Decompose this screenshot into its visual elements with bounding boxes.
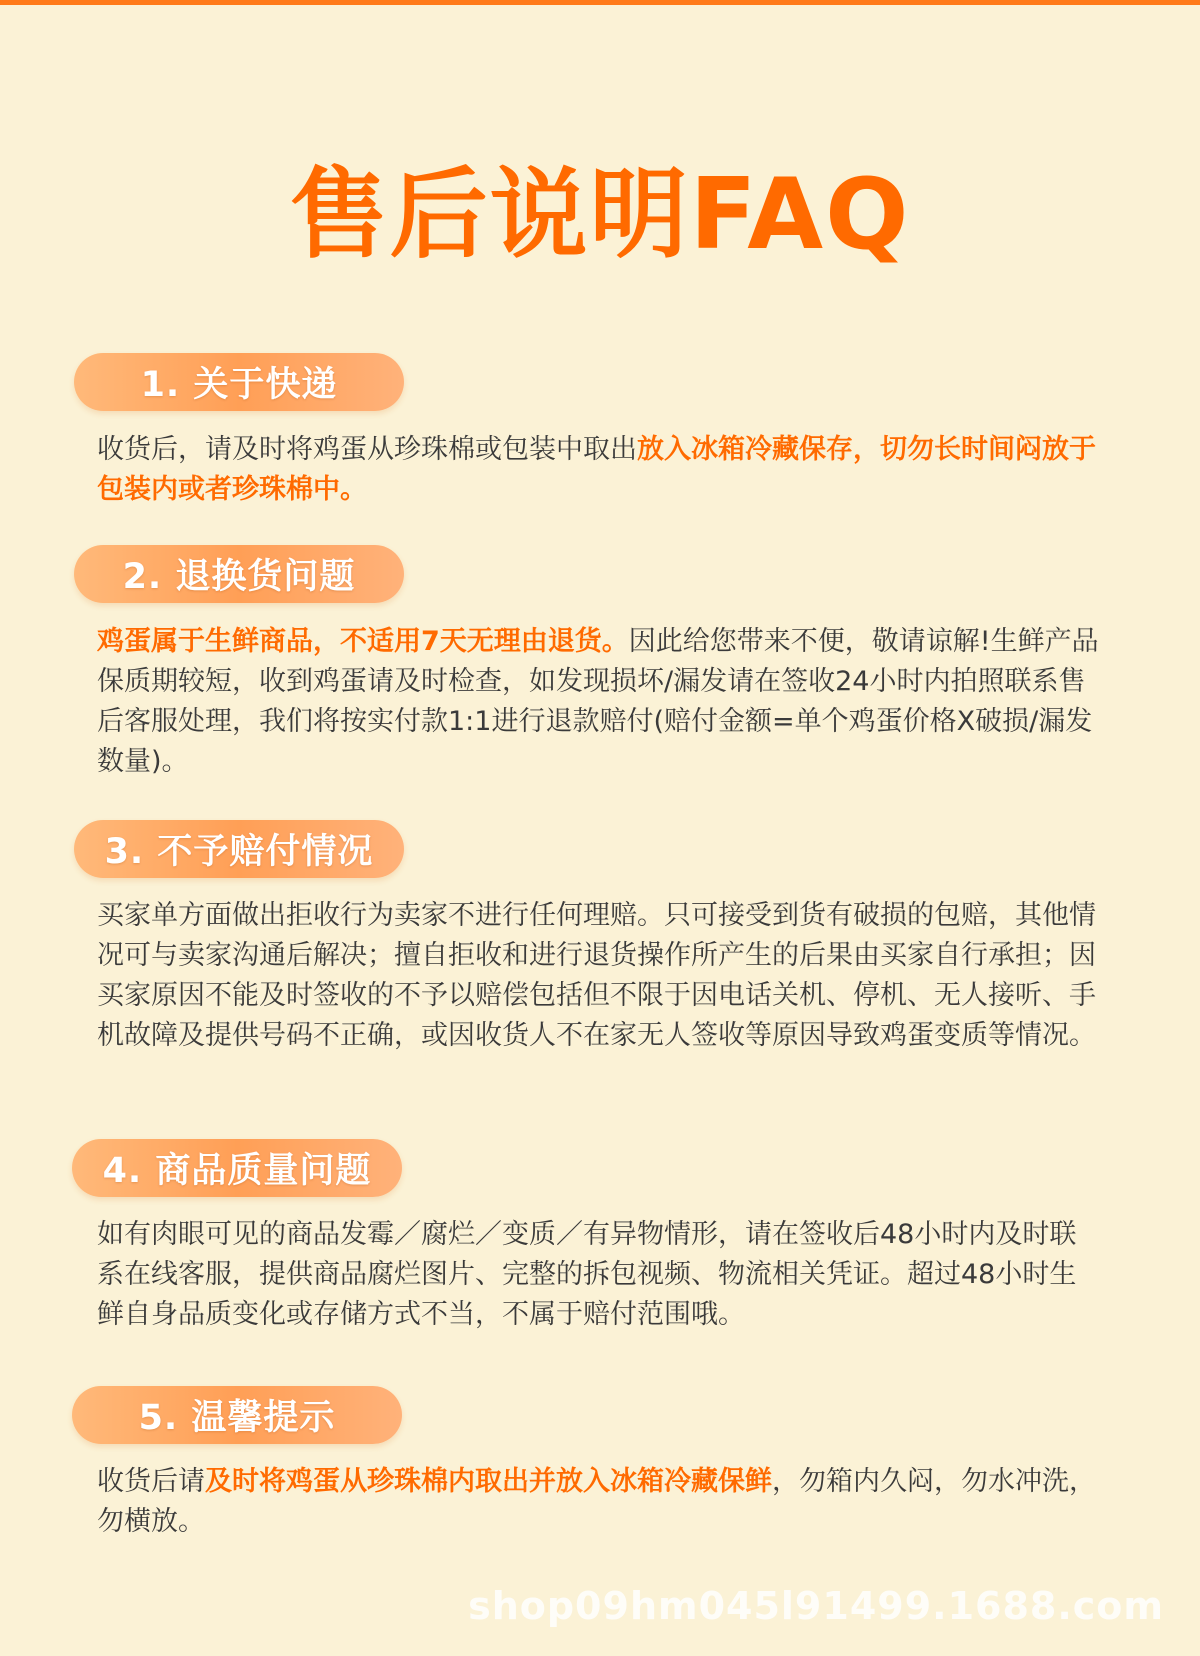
body-text: 收货后请 [97,1466,205,1497]
section-heading-label: 5. 温馨提示 [138,1398,336,1438]
shop-watermark: shop09hm045l91499.1688.com [468,1584,1164,1628]
section-heading-quality [72,1139,402,1197]
body-text: 因此给您带来不便，敬请谅解!生鲜产品保质期较短，收到鸡蛋请及时检查，如发现损坏/漏发请在签收24小时内拍照联系售后客服处理，我们将按实付款1:1进行退款赔付(赔付金额=单个鸡蛋价格X破损/漏发数量)。 [97,626,1099,777]
section-heading-no-compensation [74,820,404,878]
section-body-tips [97,1462,1103,1542]
body-text: 如有肉眼可见的商品发霉／腐烂／变质／有异物情形，请在签收后48小时内及时联系在线客服，提供商品腐烂图片、完整的拆包视频、物流相关凭证。超过48小时生鲜自身品质变化或存储方式不当，不属于赔付范围哦。 [97,1219,1077,1330]
section-heading-express [74,353,404,411]
body-text: ，勿箱内久闷，勿水冲洗，勿横放。 [97,1466,1096,1537]
section-heading-tips [72,1386,402,1444]
page-title: 售后说明FAQ [289,158,911,272]
body-highlight: 鸡蛋属于生鲜商品，不适用7天无理由退货。 [97,626,629,657]
top-accent-bar [0,0,1200,5]
section-body-quality [97,1215,1103,1335]
body-highlight: 及时将鸡蛋从珍珠棉内取出并放入冰箱冷藏保鲜 [205,1466,772,1497]
section-heading-label: 4. 商品质量问题 [102,1151,372,1191]
section-heading-label: 1. 关于快递 [140,365,338,405]
body-highlight: 放入冰箱冷藏保存，切勿长时间闷放于包装内或者珍珠棉中。 [97,434,1096,505]
body-text: 买家单方面做出拒收行为卖家不进行任何理赔。只可接受到货有破损的包赔，其他情况可与卖家沟通后解决；擅自拒收和进行退货操作所产生的后果由买家自行承担；因买家原因不能及时签收的不予以赔偿包括但不限于因电话关机、停机、无人接听、手机故障及提供号码不正确，或因收货人不在家无人签收等原因导致鸡蛋变质等情况。 [97,900,1096,1051]
section-heading-label: 3. 不予赔付情况 [104,832,374,872]
section-heading-returns [74,545,404,603]
section-body-no-compensation [97,896,1103,1056]
section-body-returns [97,622,1103,782]
body-text: 收货后，请及时将鸡蛋从珍珠棉或包装中取出 [97,434,637,465]
section-body-express [97,430,1103,510]
section-heading-label: 2. 退换货问题 [122,557,356,597]
